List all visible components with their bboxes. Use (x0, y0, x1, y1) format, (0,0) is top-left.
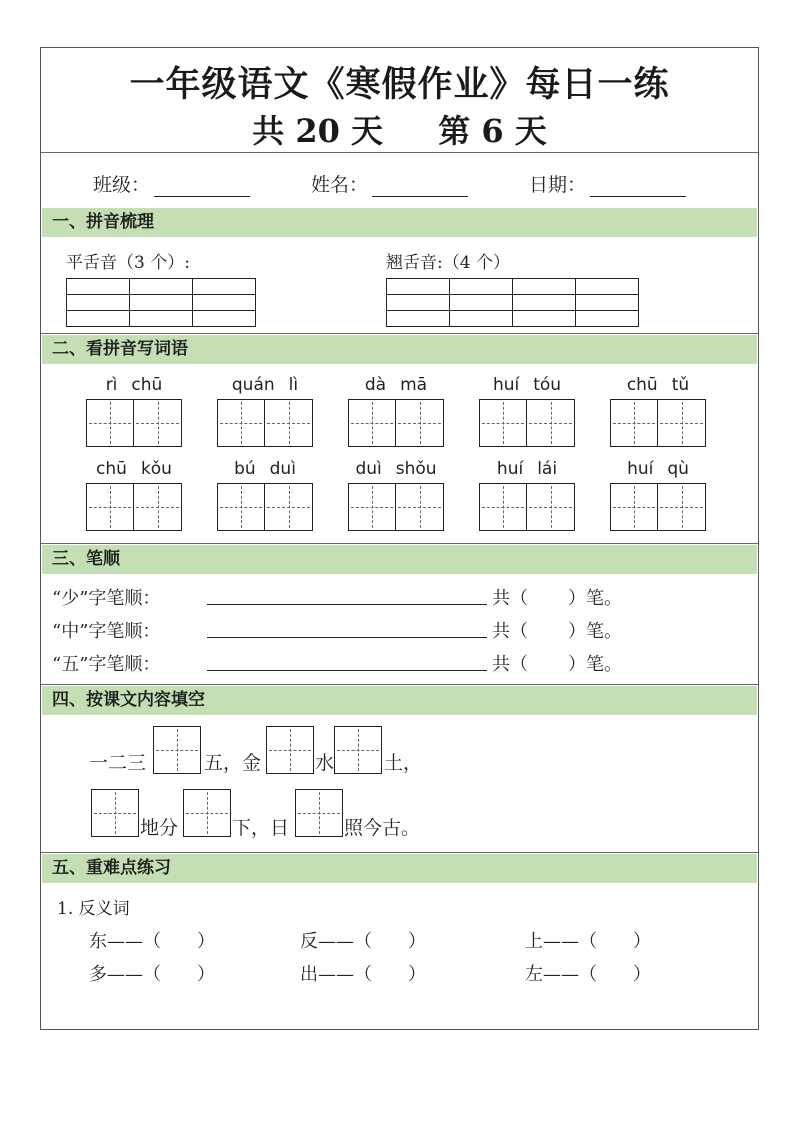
writing-box[interactable] (527, 483, 575, 531)
writing-box[interactable] (134, 483, 182, 531)
writing-box[interactable] (479, 483, 527, 531)
divider (41, 852, 758, 853)
antonym-item[interactable]: 多——（ ） (89, 964, 215, 985)
name-label: 姓名： (311, 174, 369, 196)
writing-box[interactable] (86, 483, 134, 531)
total-days: 共 20 天 (252, 112, 384, 150)
writing-box[interactable] (527, 399, 575, 447)
writing-box[interactable] (217, 399, 265, 447)
class-label: 班级： (93, 174, 151, 196)
writing-box[interactable] (479, 399, 527, 447)
fill-text: 土， (384, 752, 423, 774)
antonym-item[interactable]: 反——（ ） (300, 931, 426, 952)
curled-tongue-grid[interactable] (386, 278, 639, 327)
fill-text: 地分 (140, 817, 179, 839)
class-field[interactable] (93, 170, 250, 197)
stroke-order-row: “少”字笔顺： 共（ ）笔。 (52, 588, 622, 609)
day-counter (41, 106, 758, 152)
divider (41, 543, 758, 544)
page-title: 一年级语文《寒假作业》每日一练 (129, 64, 670, 105)
writing-box[interactable] (86, 399, 134, 447)
fill-text: 下，日 (232, 817, 290, 839)
antonym-item[interactable]: 出——（ ） (300, 964, 426, 985)
antonym-item[interactable]: 上——（ ） (525, 931, 651, 952)
answer-line[interactable] (207, 637, 487, 638)
answer-line[interactable] (207, 670, 487, 671)
section-heading-practice: 五、重难点练习 (42, 854, 757, 883)
fill-text: 照今古。 (344, 817, 421, 839)
fill-text: 一二三 (89, 752, 147, 774)
antonym-item[interactable]: 左——（ ） (525, 964, 651, 985)
writing-box[interactable] (348, 399, 396, 447)
writing-box[interactable] (610, 399, 658, 447)
fill-box[interactable] (91, 789, 139, 837)
writing-box[interactable] (658, 399, 706, 447)
fill-box[interactable] (266, 726, 314, 774)
divider (41, 333, 758, 334)
writing-box[interactable] (265, 483, 313, 531)
writing-box[interactable] (134, 399, 182, 447)
section-heading-fill-in: 四、按课文内容填空 (42, 686, 757, 715)
fill-box[interactable] (334, 726, 382, 774)
section-heading-words: 二、看拼音写词语 (42, 335, 757, 364)
stroke-order-row: “五”字笔顺： 共（ ）笔。 (52, 654, 622, 675)
current-day: 第 6 天 (438, 112, 547, 150)
flat-tongue-grid[interactable] (66, 278, 256, 327)
fill-box[interactable] (295, 789, 343, 837)
fill-box[interactable] (153, 726, 201, 774)
writing-box[interactable] (396, 399, 444, 447)
fill-text: 五，金 (204, 752, 262, 774)
section-heading-stroke-order: 三、笔顺 (42, 545, 757, 574)
writing-box[interactable] (217, 483, 265, 531)
antonym-item[interactable]: 东——（ ） (89, 931, 215, 952)
fill-box[interactable] (183, 789, 231, 837)
curled-tongue-label: 翘舌音:（4 个） (386, 253, 510, 273)
date-label: 日期： (529, 174, 587, 196)
writing-box[interactable] (348, 483, 396, 531)
worksheet: 一年级语文《寒假作业》每日一练 共 20 天 第 6 天 班级： 姓名： 日期： 一、拼音梳理 平舌音（3 个）: 翘舌音:（4 个） 二、看拼音写词语 rì chū quán lì dà mā huí tóu chū tǔ chū kǒu bú duì duì shǒu huí lái huí qù 三、笔顺 “少”字笔顺： 共（ ）笔。 “中”字笔顺： 共（ ）笔。 “五”字笔顺： 共（ ）笔。 四、按课文内容填空 一二三 五，金 水 土， 地分 下，日 照今古。 五、重难点练习 1. 反义词 东——（ ） 反——（ ） 上——（ ） 多——（ ） 出——（ ） 左——（ ） (40, 47, 759, 1030)
divider (41, 152, 758, 153)
writing-box[interactable] (610, 483, 658, 531)
antonym-subtitle: 1. 反义词 (57, 899, 130, 919)
name-field[interactable] (311, 170, 468, 197)
writing-box[interactable] (396, 483, 444, 531)
writing-box[interactable] (658, 483, 706, 531)
divider (41, 684, 758, 685)
answer-line[interactable] (207, 604, 487, 605)
stroke-order-row: “中”字笔顺： 共（ ）笔。 (52, 621, 622, 642)
fill-text: 水 (315, 752, 335, 774)
date-field[interactable] (529, 170, 686, 197)
flat-tongue-label: 平舌音（3 个）: (66, 253, 190, 273)
writing-box[interactable] (265, 399, 313, 447)
section-heading-pinyin: 一、拼音梳理 (42, 208, 757, 237)
